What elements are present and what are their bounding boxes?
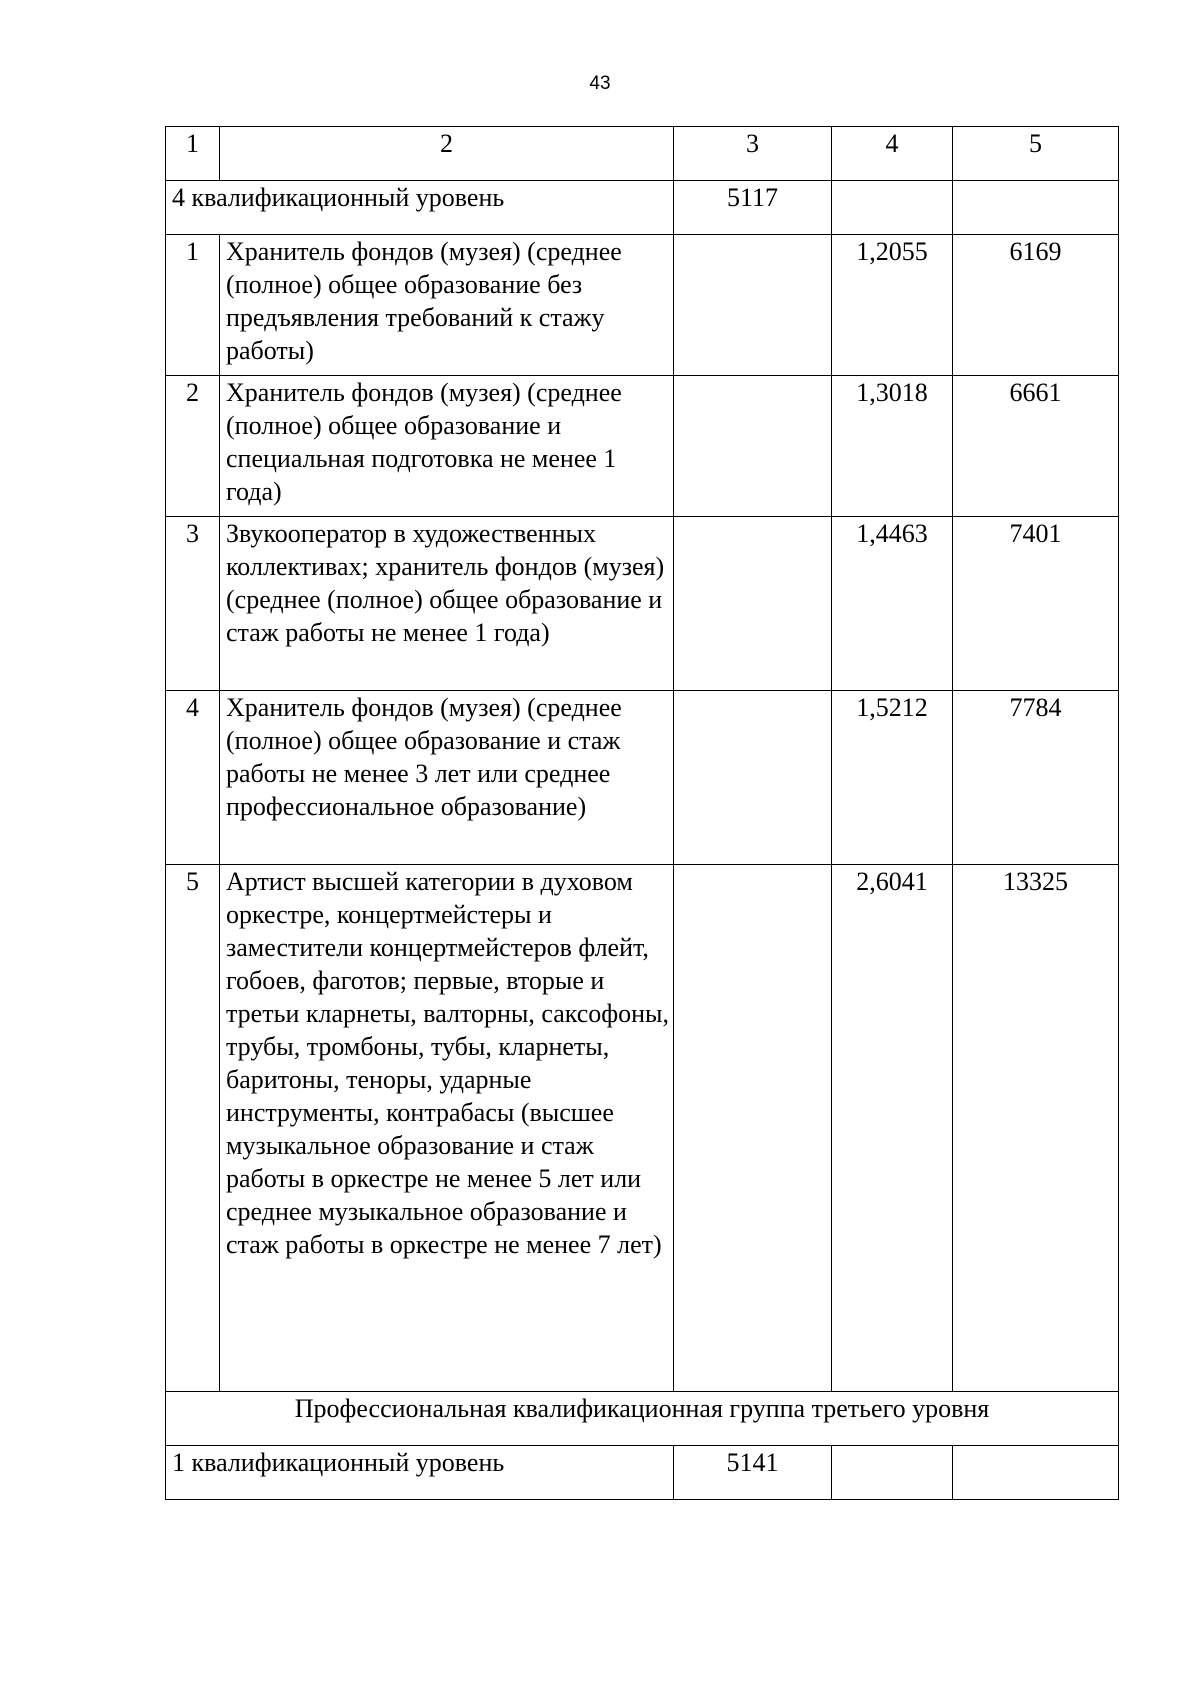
level-1-empty-col-4 [832, 1446, 953, 1500]
item-coefficient: 1,3018 [832, 376, 953, 517]
item-salary: 6661 [953, 376, 1119, 517]
item-code [674, 517, 832, 691]
level-1-empty-col-5 [953, 1446, 1119, 1500]
page-number: 43 [589, 73, 611, 94]
level-4-label: 4 квалификационный уровень [166, 181, 674, 235]
header-col-1: 1 [166, 127, 220, 181]
item-code [674, 691, 832, 865]
item-number: 1 [166, 235, 220, 376]
table-row [166, 691, 1119, 865]
group-title-row [166, 1392, 1119, 1446]
header-col-2: 2 [220, 127, 674, 181]
item-description: Хранитель фондов (музея) (среднее (полное) общее образование и специальная подготовка не менее 1 года) [220, 376, 674, 517]
level-1-row [166, 1446, 1119, 1500]
table-row [166, 517, 1119, 691]
item-salary: 13325 [953, 865, 1119, 1392]
item-description: Артист высшей категории в духовом оркестре, концертмейстеры и заместители концертмейстеров флейт, гобоев, фаготов; первые, вторые и третьи кларнеты, валторны, саксофоны, трубы, тромбоны, тубы, кларнеты, баритоны, теноры, ударные инструменты, контрабасы (высшее музыкальное образование и стаж работы в оркестре не менее 5 лет или среднее музыкальное образование и стаж работы в оркестре не менее 7 лет) [220, 865, 674, 1392]
item-code [674, 865, 832, 1392]
item-salary: 6169 [953, 235, 1119, 376]
header-col-3: 3 [674, 127, 832, 181]
level-4-empty-col-5 [953, 181, 1119, 235]
level-4-row [166, 181, 1119, 235]
item-code [674, 376, 832, 517]
item-coefficient: 2,6041 [832, 865, 953, 1392]
item-description: Звукооператор в художественных коллективах; хранитель фондов (музея) (среднее (полное) общее образование и стаж работы не менее 1 года) [220, 517, 674, 691]
item-coefficient: 1,2055 [832, 235, 953, 376]
item-number: 3 [166, 517, 220, 691]
table-row [166, 376, 1119, 517]
level-1-code: 5141 [674, 1446, 832, 1500]
item-description: Хранитель фондов (музея) (среднее (полное) общее образование без предъявления требований к стажу работы) [220, 235, 674, 376]
header-col-4: 4 [832, 127, 953, 181]
level-1-label: 1 квалификационный уровень [166, 1446, 674, 1500]
item-salary: 7401 [953, 517, 1119, 691]
table-row [166, 235, 1119, 376]
group-title: Профессиональная квалификационная группа третьего уровня [166, 1392, 1119, 1446]
level-4-code: 5117 [674, 181, 832, 235]
item-salary: 7784 [953, 691, 1119, 865]
item-number: 4 [166, 691, 220, 865]
item-number: 5 [166, 865, 220, 1392]
item-coefficient: 1,4463 [832, 517, 953, 691]
item-number: 2 [166, 376, 220, 517]
table-header-row [166, 127, 1119, 181]
item-description: Хранитель фондов (музея) (среднее (полное) общее образование и стаж работы не менее 3 лет или среднее профессиональное образование) [220, 691, 674, 865]
item-code [674, 235, 832, 376]
header-col-5: 5 [953, 127, 1119, 181]
table-row [166, 865, 1119, 1392]
level-4-empty-col-4 [832, 181, 953, 235]
item-coefficient: 1,5212 [832, 691, 953, 865]
salary-table [165, 126, 1119, 1500]
